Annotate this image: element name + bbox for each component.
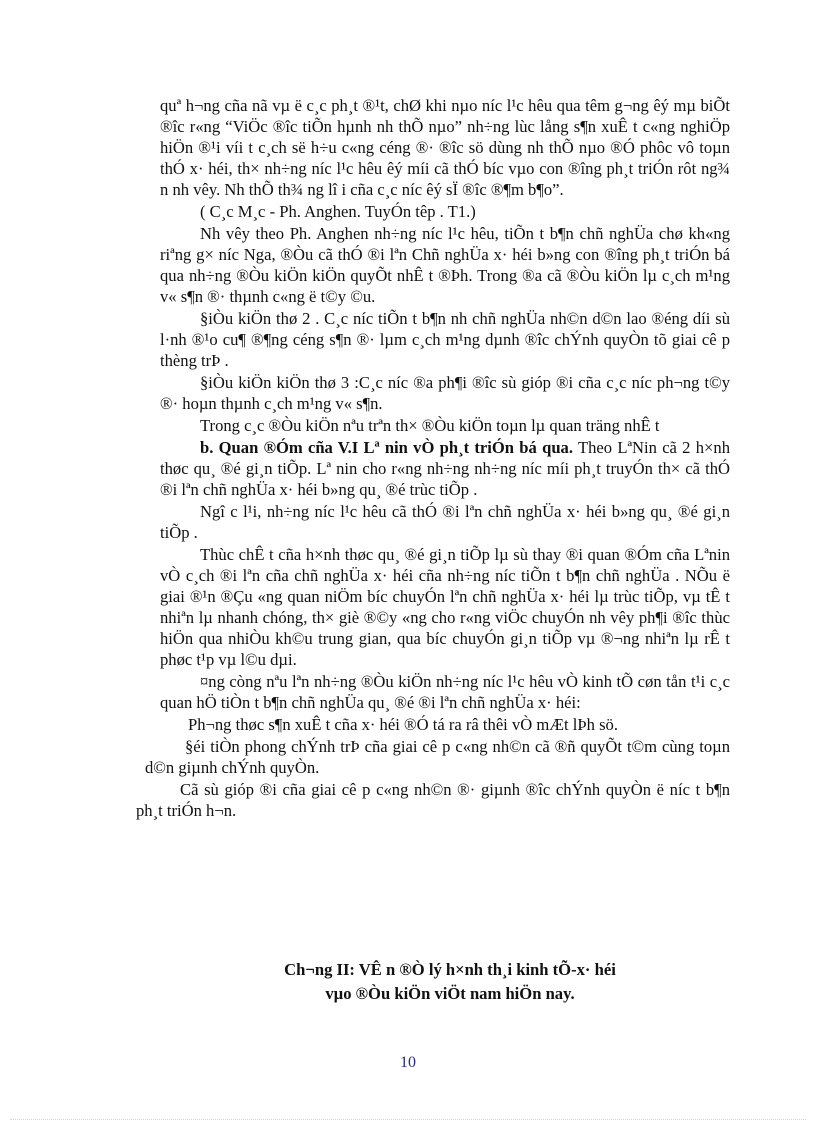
paragraph — [160, 415, 730, 436]
paragraph — [145, 736, 730, 778]
paragraph-text: §iÒu kiÖn kiÖn thø 3 :C¸c níc ®a ph¶i ®îc sù gióp ®i cña c¸c níc ph¬ng t©y ®· hoµn thµnh c¸ch m¹ng v« s¶n. — [160, 373, 730, 413]
paragraph — [160, 501, 730, 543]
page-number: 10 — [400, 1054, 416, 1071]
paragraph — [160, 95, 730, 200]
body-text — [136, 95, 730, 822]
paragraph — [160, 671, 730, 713]
paragraph-text: §éi tiÒn phong chÝnh trÞ cña giai cê p c«ng nh©n cã ®ñ quyÕt t©m cùng toµn d©n giµnh chÝnh quyÒn. — [145, 737, 730, 777]
paragraph — [160, 372, 730, 414]
paragraph-text: Ngî c l¹i, nh÷ng níc l¹c hêu cã thÓ ®i lªn chñ nghÜa x· héi b»ng qu¸ ®é gi¸n tiÕp . — [160, 502, 730, 542]
paragraph — [160, 544, 730, 670]
paragraph — [160, 308, 730, 371]
paragraph-text: Theo LªNin cã 2 h×nh thøc qu¸ ®é gi¸n tiÕp. Lª nin cho r«ng nh÷ng nh÷ng níc míi ph¸t truyÓn th× cã thÓ ®i lªn chñ nghÜa x· héi b»ng qu¸ ®é trùc tiÕp . — [160, 438, 730, 499]
page-bottom-rule — [10, 1119, 806, 1120]
paragraph-text: Ph¬ng thøc s¶n xuÊ t cña x· héi ®Ó tá ra râ thêi vÒ mÆt lÞh sö. — [188, 715, 618, 734]
paragraph-text: quª h¬ng cña nã vµ ë c¸c ph¸t ®¹t, chØ khi nµo níc l¹c hêu qua têm g¬ng êý mµ biÕt ®îc r«ng “ViÖc ®îc tiÕn hµnh nh thÕ nµo” nh÷ng lùc lång s¶n xuÊ t c«ng nghiÖp hiÖn ®¹i víi t c¸ch së h÷u c«ng céng ®· ®îc sö dùng nh thÕ nµo ®Ó phôc vô toµn thÓ x· héi, th× nh÷ng níc l¹c hêu êý míi cã thÓ bíc vµo con ®îng ph¸t triÓn rôt ng¾ n nh vêy. Nh thÕ th¾ ng lî i cña c¸c níc êý sÏ ®îc ®¶m b¶o”. — [160, 96, 730, 199]
paragraph-text: Nh vêy theo Ph. Anghen nh÷ng níc l¹c hêu, tiÕn t b¶n chñ nghÜa chø kh«ng riªng g× níc Nga, ®Òu cã thÓ ®i lªn Chñ nghÜa x· héi b»ng con ®îng ph¸t triÓn bá qua nh÷ng ®Òu kiÖn kiÖn quyÕt nhÊ t ®Þh. Trong ®a cã ®Òu kiÖn lµ c¸ch m¹ng v« s¶n ®· thµnh c«ng ë t©y ©u. — [160, 224, 730, 306]
paragraph — [160, 223, 730, 307]
paragraph-text: Thùc chÊ t cña h×nh thøc qu¸ ®é gi¸n tiÕp lµ sù thay ®i quan ®Óm cña Lªnin vÒ c¸ch ®i lªn cña chñ nghÜa x· héi cña nh÷ng níc tiÕn t b¶n chñ nghÜa . NÕu ë giai ®¹n ®Çu «ng quan niÖm bíc chuyÓn lªn chñ nghÜa x· héi lµ trùc tiÕp, vµ tÊ t nhiªn lµ nhanh chóng, th× giè ®©y «ng cho r«ng viÖc chuyÓn nh vêy ph¶i ®îc thùc hiÖn qua nhiÒu kh©u trung gian, qua bíc chuyÓn gi¸n tiÕp vµ ®¬ng nhiªn lµ rÊ t phøc t¹p vµ l©u dµi. — [160, 545, 730, 669]
section-heading: b. Quan ®Óm cña V.I Lª nin vÒ ph¸t triÓn bá qua. — [200, 438, 573, 457]
paragraph — [160, 201, 730, 222]
paragraph — [136, 779, 730, 821]
paragraph-text: Cã sù gióp ®i cña giai cê p c«ng nh©n ®· giµnh ®îc chÝnh quyÒn ë níc t b¶n ph¸t triÓn h¬n. — [136, 780, 730, 820]
paragraph-text: Trong c¸c ®Òu kiÖn nªu trªn th× ®Òu kiÖn toµn lµ quan träng nhÊ t — [200, 416, 660, 435]
chapter-heading-line-1: Ch¬ng II: VÊ n ®Ò lý h×nh th¸i kinh tÕ-x· héi — [284, 960, 616, 979]
paragraph-text: ( C¸c M¸c - Ph. Anghen. TuyÓn têp . T1.) — [200, 202, 476, 221]
chapter-heading-line-2: vµo ®Òu kiÖn viÖt nam hiÖn nay. — [325, 984, 575, 1003]
paragraph — [160, 714, 730, 735]
paragraph — [160, 437, 730, 500]
paragraph-text: ¤ng còng nªu lªn nh÷ng ®Òu kiÖn nh÷ng níc l¹c hêu vÒ kinh tÕ cøn tån t¹i c¸c quan hÖ tiÒn t b¶n chñ nghÜa qu¸ ®é ®i lªn chñ nghÜa x· héi: — [160, 672, 730, 712]
paragraph-text: §iÒu kiÖn thø 2 . C¸c níc tiÕn t b¶n nh chñ nghÜa nh©n d©n lao ®éng díi sù l·nh ®¹o cu¶ ®¶ng céng s¶n ®· lµm c¸ch m¹ng dµnh ®îc chÝnh quyÒn tõ giai cê p thèng trÞ . — [160, 309, 730, 370]
chapter-heading — [240, 958, 660, 1006]
